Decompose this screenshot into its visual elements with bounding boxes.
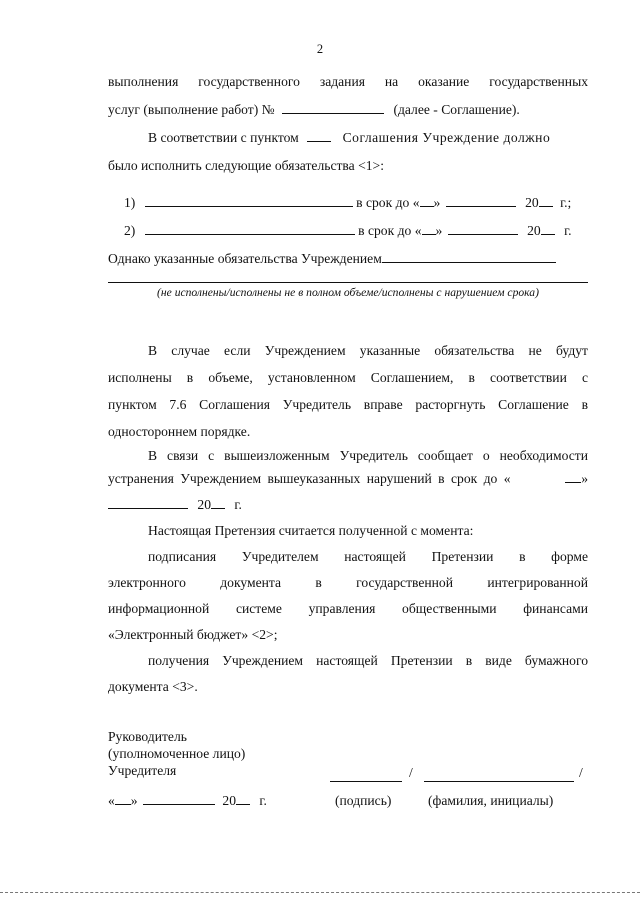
remedy-line-1: В связи с вышеизложенным Учредитель сообщает о необходимости: [148, 448, 588, 463]
obligation-item-1-day-blank: [420, 194, 434, 207]
obligation-item-1-quote: »: [433, 195, 441, 210]
name-line: [424, 781, 574, 782]
termination-line-1: В случае если Учреждением указанные обязательства не будут: [148, 343, 588, 358]
termination-line-4: одностороннем порядке.: [108, 424, 251, 439]
obligation-item-1-year-blank: [539, 194, 553, 207]
remedy-year-suffix: г.: [234, 497, 242, 512]
signature-slash-right: /: [579, 765, 583, 780]
not-fulfilled-text: Однако указанные обязательства Учреждением: [108, 251, 382, 266]
obligation-item-1-term: в срок до «: [356, 195, 420, 210]
intro-services-text: услуг (выполнение работ) №: [108, 102, 275, 117]
signature-date-open: «: [108, 793, 115, 808]
remedy-day-blank: [565, 470, 581, 483]
remedy-month-blank: [108, 496, 188, 509]
status-note: (не исполнены/исполнены не в полном объеме/исполнены с нарушением срока): [157, 286, 539, 299]
signature-day-blank: [115, 792, 131, 805]
signer-role-line-3: Учредителя: [108, 763, 177, 778]
termination-line-2: исполнены в объеме, установленном Соглашением, в соответствии с: [108, 370, 588, 385]
electronic-line-3: информационной системе управления общественными финансами: [108, 601, 588, 616]
remedy-line-3: [108, 496, 242, 513]
obligation-item-1-year-suffix: г.;: [560, 195, 572, 210]
agreement-number-blank: [282, 101, 384, 114]
signature-year-blank: [236, 792, 250, 805]
obligation-item-2-day-blank: [422, 222, 436, 235]
signature-date: [108, 792, 267, 809]
obligation-item-2-quote: »: [435, 223, 443, 238]
status-line: [108, 282, 588, 283]
electronic-line-2: электронного документа в государственной интегрированной: [108, 575, 588, 590]
clause-ref-text: В соответствии с пунктом: [148, 130, 299, 145]
obligation-item-2-number: 2): [124, 223, 136, 238]
scan-edge-line: [0, 892, 640, 893]
remedy-year-blank: [211, 496, 225, 509]
obligation-item-1-blank: [145, 194, 353, 207]
obligations-line-2: было исполнить следующие обязательства <1>:: [108, 158, 385, 173]
intro-line-1: выполнения государственного задания на оказание государственных: [108, 74, 588, 89]
remedy-day: [565, 470, 588, 487]
electronic-line-4: «Электронный бюджет» <2>;: [108, 627, 278, 642]
signature-year-suffix: г.: [259, 793, 267, 808]
obligation-item-2-blank: [145, 222, 355, 235]
paper-line-1: получения Учреждением настоящей Претензии в виде бумажного: [148, 653, 588, 668]
obligation-item-1-year: 20: [525, 195, 539, 210]
signature-year: 20: [222, 793, 236, 808]
obligation-item-2-year: 20: [527, 223, 541, 238]
obligation-item-1-month-blank: [446, 194, 516, 207]
signature-line: [330, 781, 402, 782]
signer-role-line-2: (уполномоченное лицо): [108, 746, 246, 761]
signature-month-blank: [143, 792, 215, 805]
paper-line-2: документа <3>.: [108, 679, 198, 694]
obligation-item-2-year-suffix: г.: [564, 223, 572, 238]
termination-line-3: пунктом 7.6 Соглашения Учредитель вправе расторгнуть Соглашение в: [108, 397, 588, 412]
obligation-item-2: [124, 222, 572, 239]
signature-slash-left: /: [409, 765, 413, 780]
obligation-item-1-number: 1): [124, 195, 136, 210]
received-intro: Настоящая Претензия считается полученной с момента:: [148, 523, 474, 538]
obligations-continuation: Соглашения Учреждение должно: [342, 130, 551, 145]
intro-line-2: [108, 101, 520, 118]
page-number: 2: [316, 42, 324, 56]
signer-role-line-1: Руководитель: [108, 729, 187, 744]
remedy-line-2: [108, 470, 588, 487]
obligation-item-2-month-blank: [448, 222, 518, 235]
obligation-item-2-term: в срок до «: [358, 223, 422, 238]
signature-date-close: »: [130, 793, 138, 808]
remedy-year: 20: [197, 497, 211, 512]
name-label: (фамилия, инициалы): [428, 793, 554, 808]
not-fulfilled-line: [108, 250, 556, 267]
obligations-line-1: [148, 129, 550, 146]
signature-label: (подпись): [335, 793, 392, 808]
obligation-item-1: [124, 194, 571, 211]
not-fulfilled-blank: [382, 250, 556, 263]
remedy-quote: »: [581, 471, 588, 486]
agreement-alias-text: (далее - Соглашение).: [393, 102, 520, 117]
remedy-deadline-text: устранения Учреждением вышеуказанных нарушений в срок до «: [108, 471, 511, 486]
clause-number-blank: [307, 129, 331, 142]
obligation-item-2-year-blank: [541, 222, 555, 235]
electronic-line-1: подписания Учредителем настоящей Претензии в форме: [148, 549, 588, 564]
